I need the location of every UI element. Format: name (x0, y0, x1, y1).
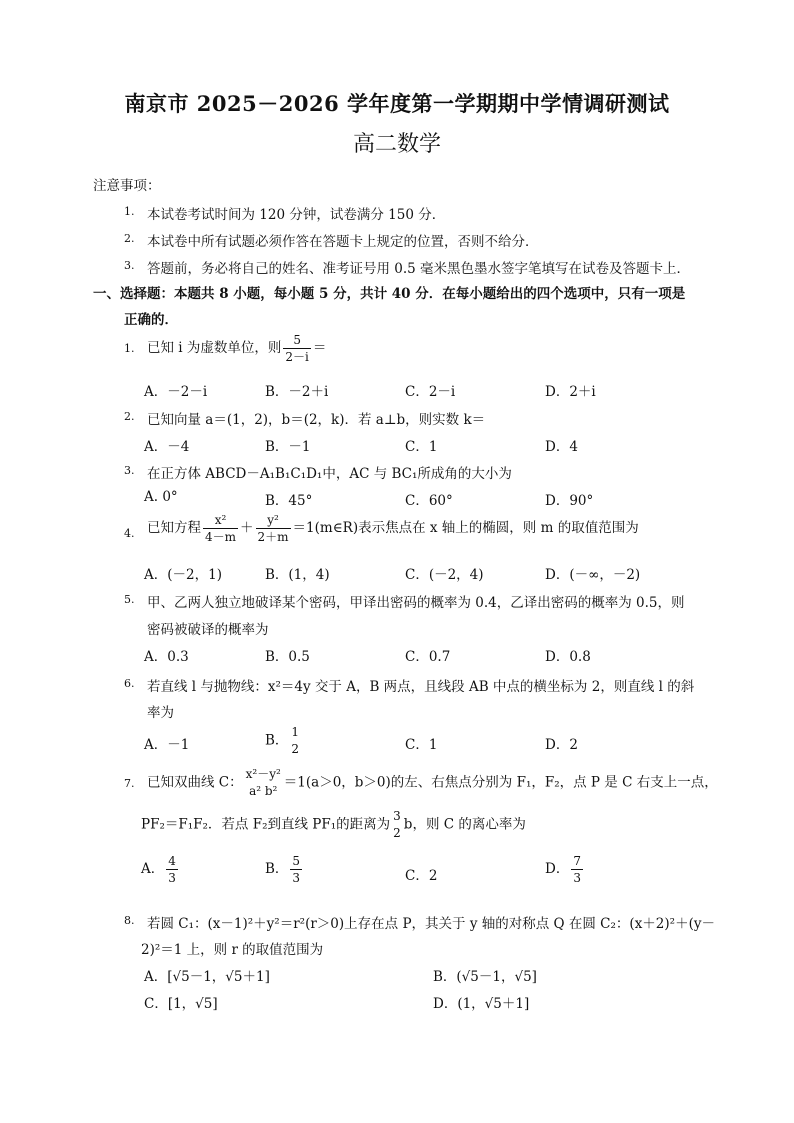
q5-stem-line1: 甲、乙两人独立地破译某个密码，甲译出密码的概率为 0.4，乙译出密码的概率为 0.5，则 (147, 595, 685, 611)
notice-text-2: 本试卷中所有试题必须作答在答题卡上规定的位置，否则不给分． (147, 234, 539, 250)
q2-option-b: B．－1 (265, 439, 311, 455)
q6-option-b-fraction (289, 724, 301, 758)
q6-option-b-label: B． (265, 732, 289, 749)
q8-option-d: D．(1，√5＋1] (433, 996, 530, 1012)
q4-fraction-1 (203, 512, 238, 545)
q7-l2-num: 3 (393, 809, 401, 823)
q7-option-c: C．2 (405, 868, 438, 884)
q2-number: 2. (124, 410, 135, 423)
q3-option-b: B．45° (265, 493, 313, 509)
q8-stem-line1: 若圆 C₁：(x－1)²＋y²＝r²(r＞0)上存在点 P，其关于 y 轴的对称点 Q 在圆 C₂：(x＋2)²＋(y－ (147, 916, 715, 932)
q7-hyperbola-fraction (244, 766, 283, 800)
q7-option-b-label: B． (265, 861, 289, 878)
q6-option-b (265, 724, 302, 758)
q7-option-a-label: A． (141, 861, 165, 878)
q7-frac-num: x²－y² (245, 767, 281, 781)
q4-option-a: A．(－2，1) (144, 567, 222, 583)
q6-optb-num: 1 (291, 725, 300, 739)
q7-optb-num: 5 (290, 853, 302, 870)
notice-text-1: 本试卷考试时间为 120 分钟，试卷满分 150 分． (147, 207, 446, 223)
q1-option-d: D．2＋i (545, 384, 596, 400)
q2-option-a: A．－4 (144, 439, 190, 455)
q5-option-d: D．0.8 (545, 649, 591, 665)
q2-option-d: D．4 (545, 439, 578, 455)
q4-f2-den: 2＋m (257, 530, 289, 545)
q3-option-d: D．90° (545, 493, 594, 509)
q4-fraction-2 (256, 512, 291, 545)
notice-num-2: 2. (124, 232, 135, 245)
q3-option-a: A. 0° (144, 489, 178, 505)
q4-pre: 已知方程 (147, 520, 201, 537)
q7-opta-num: 4 (166, 853, 178, 870)
q1-pre: 已知 i 为虚数单位，则 (147, 340, 282, 357)
q6-number: 6. (124, 677, 135, 690)
exam-title: 南京市 2025－2026 学年度第一学期期中学情调研测试 (124, 91, 670, 116)
q1-frac-num: 5 (283, 332, 310, 349)
q1-option-c: C．2－i (405, 384, 456, 400)
section-heading-line1: 一、选择题：本题共 8 小题，每小题 5 分，共计 40 分．在每小题给出的四个选项中，只有一项是 (93, 286, 686, 302)
q4-option-c: C．(－2，4) (405, 567, 484, 583)
q4-f2-num: y² (256, 512, 291, 529)
subject-title: 高二数学 (352, 132, 441, 157)
q6-option-c: C．1 (405, 737, 438, 753)
q4-option-b: B．(1，4) (265, 567, 330, 583)
q1-post: ＝ (312, 340, 327, 357)
q7-option-b (265, 853, 304, 886)
q6-optb-den: 2 (291, 741, 300, 756)
q4-number: 4. (124, 527, 135, 540)
q3-number: 3. (124, 464, 135, 477)
q5-number: 5. (124, 593, 135, 606)
q7-line2-pre: PF₂＝F₁F₂．若点 F₂到直线 PF₁的距离为 (141, 816, 391, 833)
q4-plus: ＋ (240, 520, 254, 537)
q8-number: 8. (124, 914, 135, 927)
q4-post: ＝1(m∈R)表示焦点在 x 轴上的椭圆，则 m 的取值范围为 (292, 520, 639, 537)
notice-num-1: 1. (124, 205, 135, 218)
q7-opta-den: 3 (168, 871, 176, 886)
q8-option-b: B．(√5－1，√5] (433, 969, 537, 985)
q7-line2-post: b，则 C 的离心率为 (403, 816, 526, 833)
q7-pre: 已知双曲线 C： (147, 774, 243, 791)
q7-option-a-fraction (166, 853, 178, 886)
q7-stem-line2 (141, 808, 526, 842)
q4-f1-num: x² (203, 512, 238, 529)
notice-text-3: 答题前，务必将自己的姓名、准考证号用 0.5 毫米黑色墨水签字笔填写在试卷及答题卡上． (147, 261, 691, 277)
q7-frac-den: a² b² (249, 783, 278, 798)
q7-option-d-label: D． (545, 861, 570, 878)
q4-f1-den: 4－m (205, 530, 237, 545)
q7-distance-fraction (391, 808, 403, 842)
q6-option-a: A．－1 (144, 737, 190, 753)
q4-stem (147, 512, 639, 545)
q7-option-d-fraction (571, 853, 583, 886)
q7-optd-num: 7 (571, 853, 583, 870)
q8-stem-line2: 2)²＝1 上，则 r 的取值范围为 (141, 942, 324, 958)
q6-option-d: D．2 (545, 737, 578, 753)
section-heading-line2: 正确的． (124, 312, 178, 328)
q6-stem-line2: 率为 (147, 705, 174, 721)
q7-l2-den: 2 (393, 825, 401, 840)
q7-optb-den: 3 (292, 871, 301, 886)
q8-option-a: A．[√5－1，√5＋1] (144, 969, 270, 985)
q7-optd-den: 3 (573, 871, 581, 886)
q1-option-b: B．－2＋i (265, 384, 329, 400)
q8-option-c: C．[1，√5] (144, 996, 218, 1012)
q1-number: 1. (124, 342, 135, 355)
q4-option-d: D．(－∞，－2) (545, 567, 641, 583)
q6-stem-line1: 若直线 l 与抛物线：x²＝4y 交于 A，B 两点，且线段 AB 中点的横坐标为 2，则直线 l 的斜 (147, 679, 695, 695)
q3-stem: 在正方体 ABCD－A₁B₁C₁D₁中，AC 与 BC₁所成角的大小为 (147, 466, 512, 482)
q1-option-a: A．－2－i (144, 384, 208, 400)
q7-option-a (141, 853, 180, 886)
q5-option-b: B．0.5 (265, 649, 310, 665)
notice-num-3: 3. (124, 259, 135, 272)
q2-stem: 已知向量 a＝(1，2)，b＝(2，k)．若 a⊥b，则实数 k＝ (147, 412, 486, 428)
q7-post: ＝1(a＞0，b＞0)的左、右焦点分别为 F₁，F₂，点 P 是 C 右支上一点， (283, 774, 718, 791)
q5-option-a: A．0.3 (144, 649, 189, 665)
q7-option-d (545, 853, 585, 886)
notice-heading: 注意事项： (93, 178, 161, 194)
q2-option-c: C．1 (405, 439, 438, 455)
q7-option-b-fraction (290, 853, 302, 886)
q5-option-c: C．0.7 (405, 649, 451, 665)
q1-stem (147, 332, 326, 365)
q1-fraction (283, 332, 310, 365)
q7-stem-line1 (147, 766, 718, 800)
q7-number: 7. (124, 777, 135, 790)
q3-option-c: C．60° (405, 493, 453, 509)
q1-frac-den: 2－i (285, 350, 309, 365)
q5-stem-line2: 密码被破译的概率为 (147, 622, 269, 638)
